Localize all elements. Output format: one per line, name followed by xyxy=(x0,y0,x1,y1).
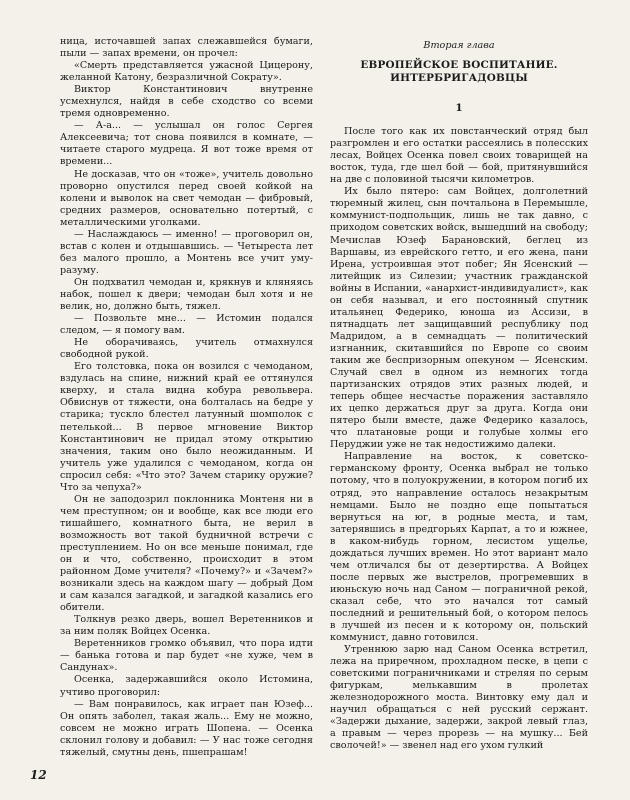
paragraph: — Вам понравилось, как играет пан Юзеф... Он опять заболел, такая жаль... Ему не можно, совсем не можно играть Шопена. — Осенка склонил голову и добавил: — У нас тоже сегодня тяжелый, смутны день, пшепрашам! xyxy=(60,698,313,758)
paragraph: — Наслаждаюсь — именно! — проговорил он, встав с колен и отдышавшись. — Четыреста лет без малого прошло, а Монтень все учит уму-разуму. xyxy=(60,228,313,276)
paragraph: Не оборачиваясь, учитель отмахнулся свободной рукой. xyxy=(60,337,313,361)
paragraph: Он подхватил чемодан и, крякнув и кляняясь набок, пошел к двери; чемодан был хотя и не велик, но, должно быть, тяжел. xyxy=(60,276,313,313)
paragraph: Его толстовка, пока он возился с чемоданом, вздулась на спине, нижний край ее оттянулся кверху, и стала видна кобура револьвера. Обвиснув от тяжести, она болталась на бедре у старика; тускло блестел латунный шомполок с петелькой... В первое мгновение Виктор Константинович не придал этому открытию значения, таким оно было неожиданным. И учитель уже удалился с чемоданом, когда он спросил себя: «Что это? Зачем старику оружие? Что за чепуха?» xyxy=(60,361,313,493)
paragraph: Виктор Константинович внутренне усмехнулся, найдя в себе сходство со всеми тремя одновременно. xyxy=(60,84,313,120)
paragraph: ница, источавшей запах слежавшейся бумаги, пыли — запах времени, он прочел: xyxy=(60,36,313,60)
paragraph: Он не заподозрил поклонника Монтеня ни в чем преступном; он и вообще, как все люди его тишайшего, комнатного быта, не верил в возможность вот такой будничной встречи с преступлением. Но он все меньше понимал, где он и что, собственно, происходит в этом районном Доме учителя? «Почему?» и «Зачем?» возникали здесь на каждом шагу — добрый Дом и сам казался загадкой, и загадкой казались его обители. xyxy=(60,493,313,614)
chapter-title xyxy=(330,59,588,84)
paragraph: Не досказав, что он «тоже», учитель довольно проворно опустился перед своей койкой на колени и выволок на свет чемодан — фибровый, средних размеров, основательно потертый, с металлическими уголками. xyxy=(60,168,313,228)
chapter-title-line: ИНТЕРБРИГАДОВЦЫ xyxy=(390,71,528,84)
paragraph: Осенка, задержавшийся около Истомина, учтиво проговорил: xyxy=(60,674,313,698)
paragraph: Толкнув резко дверь, вошел Веретенников и за ним поляк Войцех Осенка. xyxy=(60,614,313,638)
chapter-label: Вторая глава xyxy=(423,40,495,51)
paragraph: После того как их повстанческий отряд был разгромлен и его остатки рассеялись в полесских лесах, Войцех Осенка повел своих товарищей на восток, туда, где шел бой — бой, притянувшийся на две с половиной тысячи километров. xyxy=(330,126,588,186)
section-number: 1 xyxy=(455,102,463,115)
left-column xyxy=(60,36,313,759)
paragraph: Веретенников громко объявил, что пора идти — банька готова и пар будет «не хуже, чем в Сандунах». xyxy=(60,638,313,674)
paragraph: Направление на восток, к советско-германскому фронту, Осенка выбрал не только потому, что в полуокружении, в котором погиб их отряд, это направление осталось незакрытым немцами. Было не поздно еще попытаться вернуться на юг, в родные места, и там, затерявшись в предгорьях Карпат, а то и южнее, в каком-нибудь горном, лесистом ущелье, дождаться лучших времен. Но этот вариант мало чем отличался бы от дезертирства. А Войцех после первых же выстрелов, прогремевших в июньскую ночь над Саном — пограничной рекой, сказал себе, что это начался тот самый последний и решительный бой, о котором пелось в лучшей из песен и к которому он, польский коммунист, давно готовился. xyxy=(330,451,588,644)
page-number: 12 xyxy=(30,768,47,782)
paragraph: Утреннюю зарю над Саном Осенка встретил, лежа на приречном, прохладном песке, в цепи с советскими пограничниками и стреляя по серым фигуркам, мелькавшим в пролетах железнодорожного моста. Винтовку ему дал и научил обращаться с ней русский сержант. «Задержи дыхание, задержи, закрой левый глаз, а правым — через прорезь — на мушку... Бей сволочей!» — звенел над его ухом гулкий xyxy=(330,644,588,752)
paragraph: Их было пятеро: сам Войцех, долголетний тюремный жилец, сын почтальона в Перемышле, коммунист-подпольщик, лишь не так давно, с приходом советских войск, вышедший на свободу; Мечислав Юзеф Барановский, беглец из Варшавы, из еврейского гетто, и его жена, пани Ирена, устроившая этот побег; Ян Ясенский — литейщик из Силезии; участник гражданской войны в Испании, «анархист-индивидуалист», как он себя называл, и его постоянный спутник итальянец Федерико, юноша из Ассизи, в пятнадцать лет защищавший республику под Мадридом, а в семнадцать — политический изгнанник, скитавшийся по Европе со своим таким же беспризорным опекуном — Ясенским. Случай свел в одном из немногих тогда партизанских отрядов этих разных людей, и теперь общее несчастье поражения заставляло их цепко держаться друг за друга. Когда они пятеро были вместе, даже Федерико казалось, что платановые рощи и голубые холмы его Перуджии уже не так недостижимо далеки. xyxy=(330,186,588,451)
chapter-title-line: ЕВРОПЕЙСКОЕ ВОСПИТАНИЕ. xyxy=(360,59,558,72)
paragraph: — Позвольте мне... — Истомин подался следом, — я помогу вам. xyxy=(60,313,313,337)
right-column xyxy=(330,38,588,753)
paragraph: — А-а... — услышал он голос Сергея Алексеевича; тот снова появился в комнате, — читаете старого мудреца. Я вот тоже время от времени... xyxy=(60,120,313,168)
paragraph: «Смерть представляется ужасной Цицерону, желанной Катону, безразличной Сократу». xyxy=(60,60,313,84)
